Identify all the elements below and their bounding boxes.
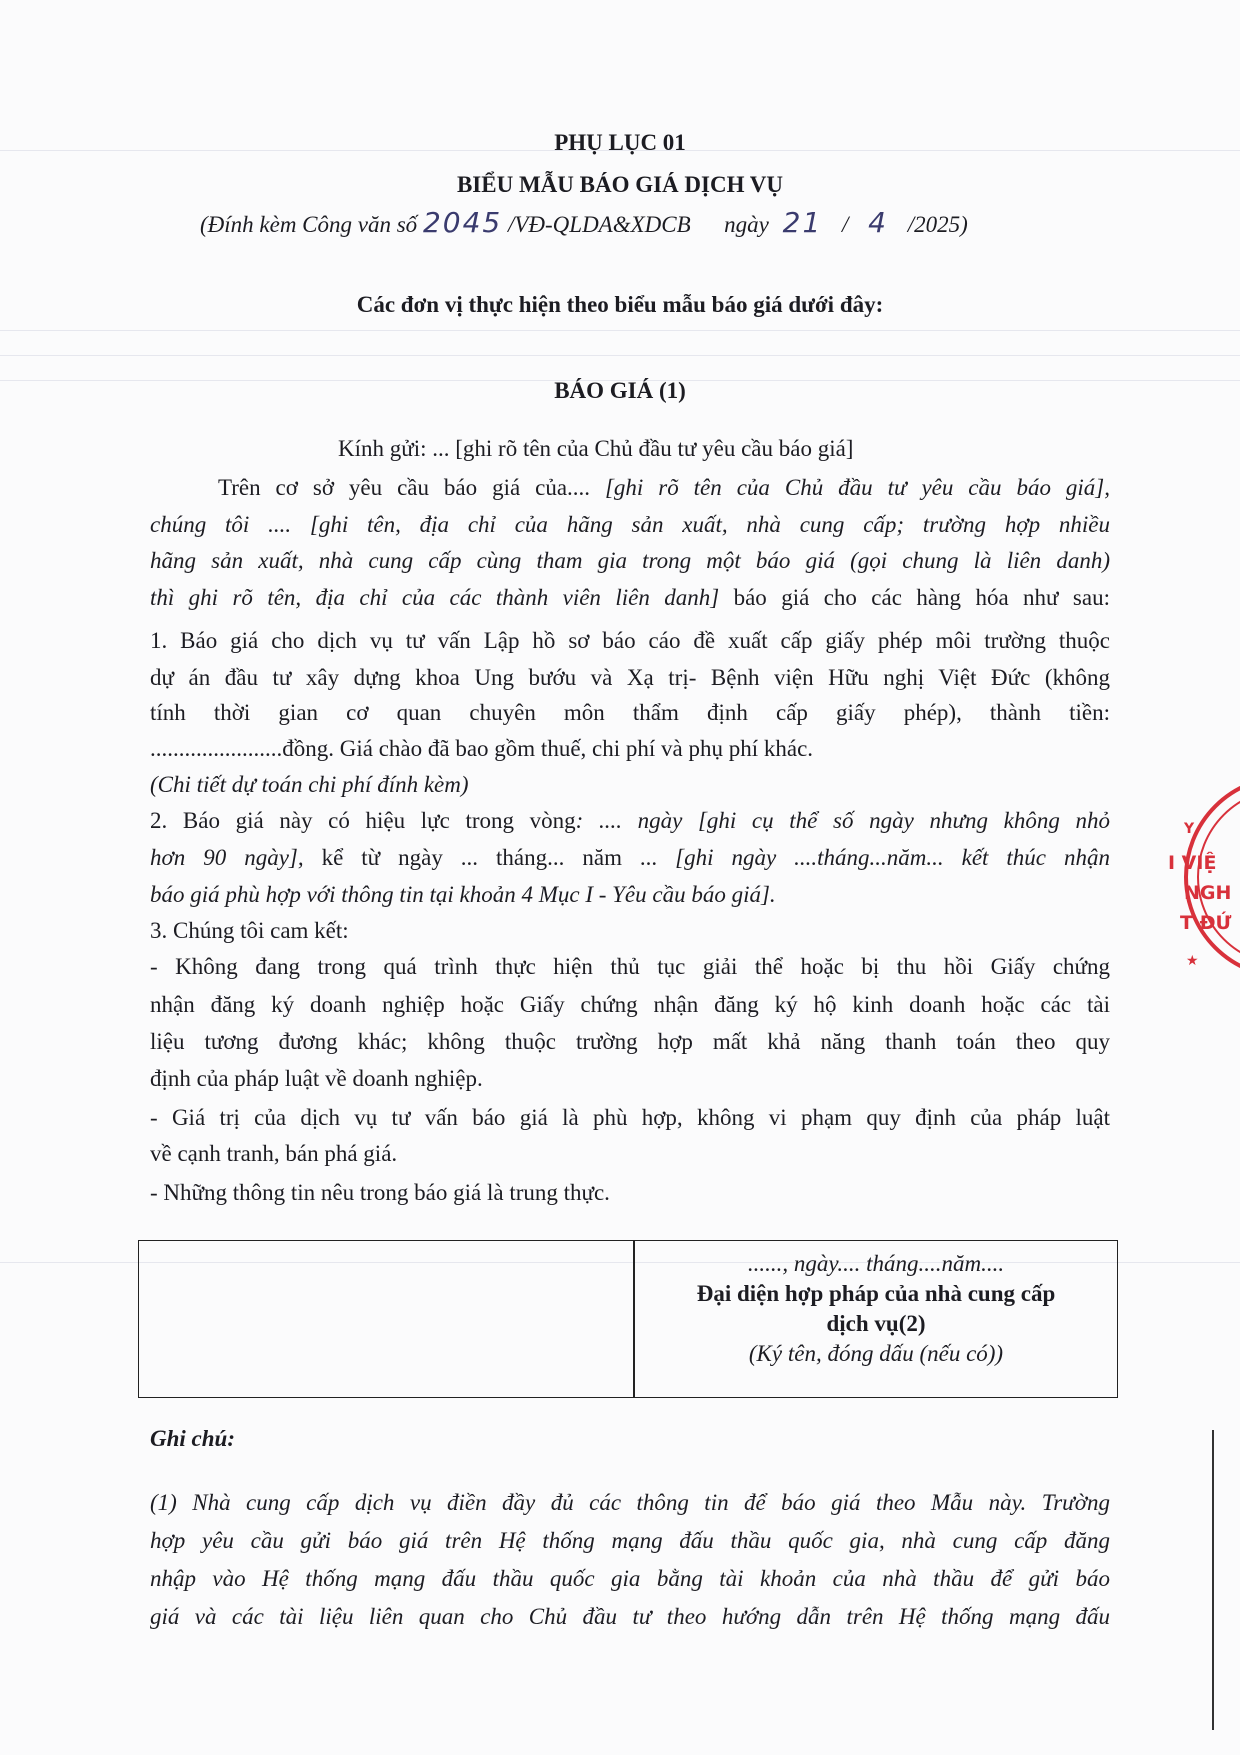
note1-line4: giá và các tài liệu liên quan cho Chủ đầu tư theo hướng dẫn trên Hệ thống mạng đấu <box>150 1604 1110 1629</box>
note1-line1: (1) Nhà cung cấp dịch vụ điền đầy đủ các thông tin để báo giá theo Mẫu này. Trường <box>150 1490 1110 1515</box>
scan-edge-line <box>1212 1430 1214 1730</box>
representative-line1: Đại diện hợp pháp của nhà cung cấp <box>696 1281 1056 1306</box>
commitment-b-line2: về cạnh tranh, bán phá giá. <box>150 1141 398 1166</box>
section2-line1: 2. Báo giá này có hiệu lực trong vòng: .... ngày [ghi cụ thể số ngày nhưng không nhỏ <box>150 808 1110 833</box>
red-seal-stamp <box>1168 765 1240 985</box>
handwritten-month: 4 <box>868 206 888 239</box>
note1-line3: nhập vào Hệ thống mạng đấu thầu quốc gia bằng tài khoản của nhà thầu để gửi báo <box>150 1566 1110 1591</box>
handwritten-day: 21 <box>782 206 823 239</box>
commitment-a-line1: - Không đang trong quá trình thực hiện thủ tục giải thể hoặc bị thu hồi Giấy chứng <box>150 954 1110 979</box>
section2-line2: hơn 90 ngày], kể từ ngày ... tháng... năm ... [ghi ngày ....tháng...năm... kết thúc nhận <box>150 845 1110 870</box>
commitment-a-line2: nhận đăng ký doanh nghiệp hoặc Giấy chứng nhận đăng ký hộ kinh doanh hoặc các tài <box>150 992 1110 1017</box>
para1-line2: chúng tôi .... [ghi tên, địa chỉ của hãng sản xuất, nhà cung cấp; trường hợp nhiều <box>150 512 1110 537</box>
sign-stamp-note: (Ký tên, đóng dấu (nếu có)) <box>748 1341 1004 1366</box>
para1-line3: hãng sản xuất, nhà cung cấp cùng tham gia trong một báo giá (gọi chung là liên danh) <box>150 548 1110 573</box>
intro-text: Các đơn vị thực hiện theo biểu mẫu báo giá dưới đây: <box>356 292 884 317</box>
attach-prefix: (Đính kèm Công văn số <box>200 212 418 237</box>
handwritten-doc-number: 2045 <box>422 206 503 239</box>
para1-line4: thì ghi rõ tên, địa chỉ của các thành viên liên danh] báo giá cho các hàng hóa như sau: <box>150 585 1110 610</box>
section1-line2: dự án đầu tư xây dựng khoa Ung bướu và Xạ trị- Bệnh viện Hữu nghị Việt Đức (không <box>150 665 1110 690</box>
note1-line2: hợp yêu cầu gửi báo giá trên Hệ thống mạng đấu thầu quốc gia, nhà cung cấp đăng <box>150 1528 1110 1553</box>
attachment-line <box>200 206 968 239</box>
svg-text:T ĐỨ: T ĐỨ <box>1180 912 1232 934</box>
commitment-a-line4: định của pháp luật về doanh nghiệp. <box>150 1066 483 1091</box>
quote-title: BÁO GIÁ (1) <box>554 378 686 403</box>
svg-text:★: ★ <box>1186 953 1199 969</box>
form-title: BIỂU MẪU BÁO GIÁ DỊCH VỤ <box>456 172 784 197</box>
date-label: ngày <box>724 212 769 237</box>
representative-line2: dịch vụ(2) <box>826 1311 926 1336</box>
section1-cost-note: (Chi tiết dự toán chi phí đính kèm) <box>150 772 469 797</box>
appendix-title: PHỤ LỤC 01 <box>554 130 686 155</box>
svg-text:I VIỆ: I VIỆ <box>1168 852 1217 874</box>
commitment-a-line3: liệu tương đương khác; không thuộc trường hợp mất khả năng thanh toán theo quy <box>150 1029 1110 1054</box>
commitment-c-line1: - Những thông tin nêu trong báo giá là trung thực. <box>150 1180 610 1205</box>
notes-heading: Ghi chú: <box>150 1426 235 1451</box>
section2-line3: báo giá phù hợp với thông tin tại khoản 4 Mục I - Yêu cầu báo giá]. <box>150 882 776 907</box>
year-suffix: /2025) <box>907 212 968 237</box>
section1-line1: 1. Báo giá cho dịch vụ tư vấn Lập hồ sơ báo cáo đề xuất cấp giấy phép môi trường thuộc <box>150 628 1110 653</box>
svg-text:NGH: NGH <box>1184 882 1232 904</box>
doc-code: /VĐ-QLDA&XDCB <box>507 212 691 237</box>
signature-cell <box>635 1241 1117 1369</box>
section3-heading: 3. Chúng tôi cam kết: <box>150 918 349 943</box>
signature-table <box>138 1240 1118 1398</box>
section1-line4: .......................đồng. Giá chào đã bao gồm thuế, chi phí và phụ phí khác. <box>150 736 814 761</box>
date-slash: / <box>842 212 849 237</box>
section1-line3: tính thời gian cơ quan chuyên môn thẩm định cấp giấy phép), thành tiền: <box>150 700 1110 725</box>
commitment-b-line1: - Giá trị của dịch vụ tư vấn báo giá là phù hợp, không vi phạm quy định của pháp luật <box>150 1105 1110 1130</box>
signature-date-line: ......, ngày.... tháng....năm.... <box>747 1251 1005 1276</box>
svg-text:Y: Y <box>1184 821 1195 837</box>
para1-line1: Trên cơ sở yêu cầu báo giá của.... [ghi rõ tên của Chủ đầu tư yêu cầu báo giá], <box>218 475 1110 500</box>
addressee: Kính gửi: ... [ghi rõ tên của Chủ đầu tư yêu cầu báo giá] <box>338 436 854 461</box>
